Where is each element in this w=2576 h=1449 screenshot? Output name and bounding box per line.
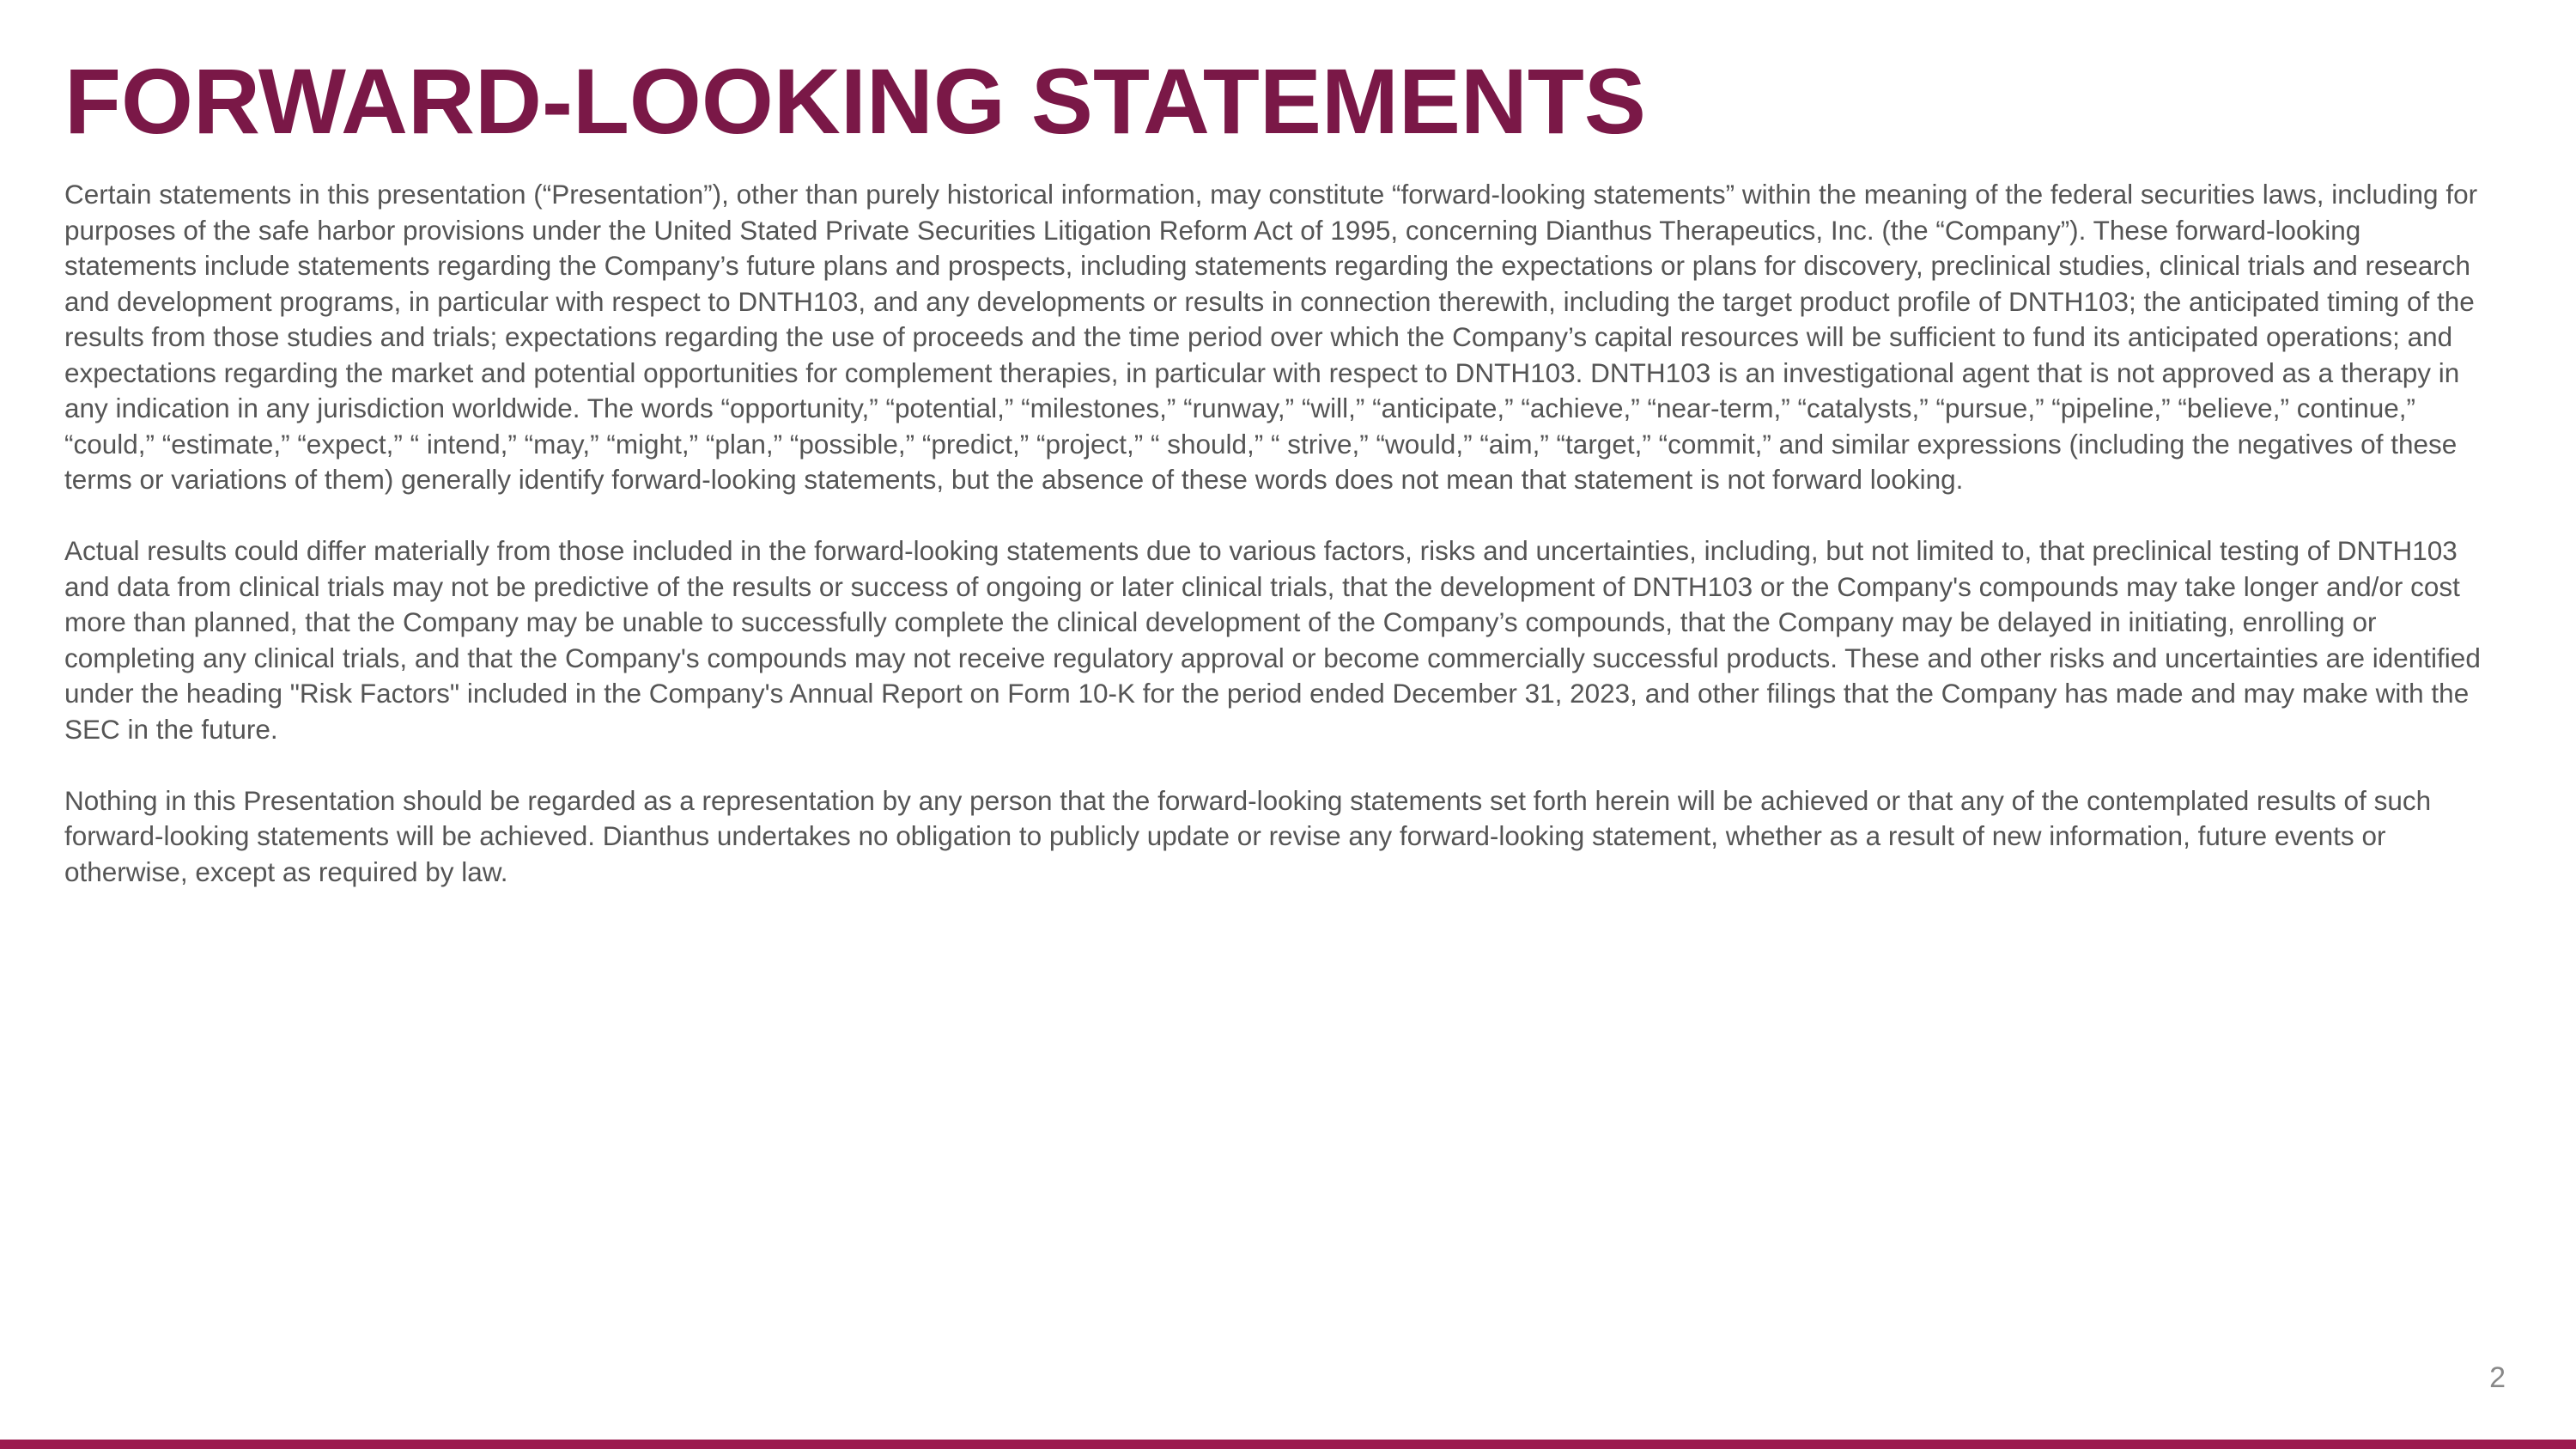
bottom-accent-bar [0, 1440, 2576, 1449]
page-number: 2 [2489, 1361, 2506, 1394]
slide-title: FORWARD-LOOKING STATEMENTS [64, 49, 1646, 153]
paragraph-actual-results: Actual results could differ materially from those included in the forward-looking statements due to various factors, risks and uncertainties, including, but not limited to, that preclinical testing of DNTH103 and data from clinical trials may not be predictive of the results or success of ongoing or later clinical trials, that the development of DNTH103 or the Company's compounds may take longer and/or cost more than planned, that the Company may be unable to successfully complete the clinical development of the Company’s compounds, that the Company may be delayed in initiating, enrolling or completing any clinical trials, and that the Company's compounds may not receive regulatory approval or become commercially successful products. These and other risks and uncertainties are identified under the heading "Risk Factors" included in the Company's Annual Report on Form 10-K for the period ended December 31, 2023, and other filings that the Company has made and may make with the SEC in the future. [64, 535, 2481, 745]
paragraph-forward-looking: Certain statements in this presentation (“Presentation”), other than purely historical information, may constitute “forward-looking statements” within the meaning of the federal securities laws, including for purposes of the safe harbor provisions under the United Stated Private Securities Litigation Reform Act of 1995, concerning Dianthus Therapeutics, Inc. (the “Company”). These forward-looking statements include statements regarding the Company’s future plans and prospects, including statements regarding the expectations or plans for discovery, preclinical studies, clinical trials and research and development programs, in particular with respect to DNTH103, and any developments or results in connection therewith, including the target product profile of DNTH103; the anticipated timing of the results from those studies and trials; expectations regarding the use of proceeds and the time period over which the Company’s capital resources will be sufficient to fund its anticipated operations; and expectations regarding the market and potential opportunities for complement therapies, in particular with respect to DNTH103. DNTH103 is an investigational agent that is not approved as a therapy in any indication in any jurisdiction worldwide. The words “opportunity,” “potential,” “milestones,” “runway,” “will,” “anticipate,” “achieve,” “near-term,” “catalysts,” “pursue,” “pipeline,” “believe,” continue,” “could,” “estimate,” “expect,” “ intend,” “may,” “might,” “plan,” “possible,” “predict,” “project,” “ should,” “ strive,” “would,” “aim,” “target,” “commit,” and similar expressions (including the negatives of these terms or variations of them) generally identify forward-looking statements, but the absence of these words does not mean that statement is not forward looking. [64, 179, 2478, 495]
paragraph-no-obligation: Nothing in this Presentation should be regarded as a representation by any person that the forward-looking statements set forth herein will be achieved or that any of the contemplated results of such forward-looking statements will be achieved. Dianthus undertakes no obligation to publicly update or revise any forward-looking statement, whether as a result of new information, future events or otherwise, except as required by law. [64, 784, 2432, 887]
disclaimer-body [64, 177, 2486, 926]
